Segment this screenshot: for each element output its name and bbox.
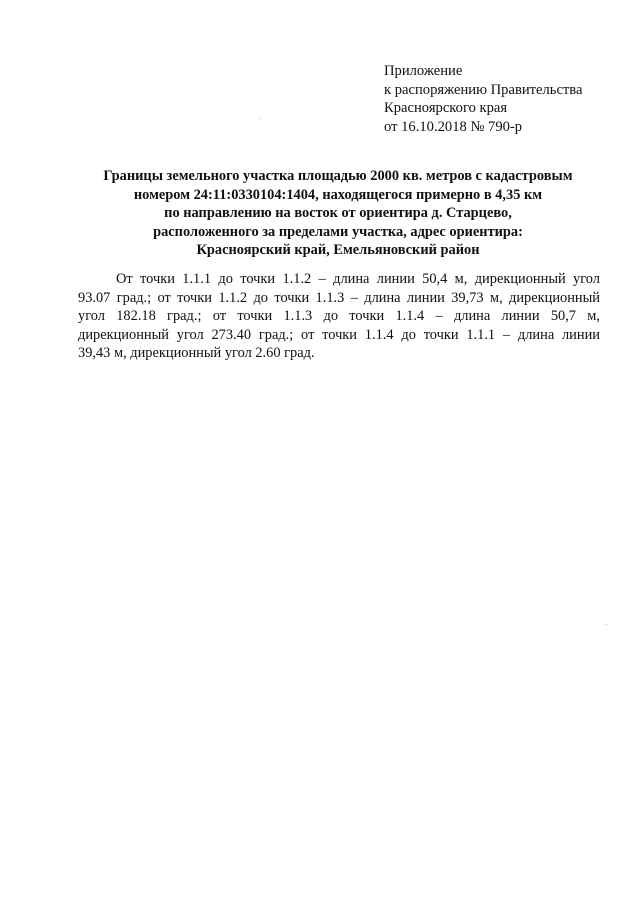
- title-line: расположенного за пределами участка, адрес ориентира:: [153, 223, 523, 240]
- title-line: Красноярский край, Емельяновский район: [196, 242, 480, 259]
- paragraph-line: 93.07 град.; от точки 1.1.2 до точки 1.1.3 – длина линии 39,73 м, дирекционный: [78, 289, 600, 306]
- boundary-description-paragraph: [78, 270, 600, 363]
- title-line: Границы земельного участка площадью 2000 кв. метров с кадастровым: [103, 168, 573, 184]
- appendix-header: [384, 62, 624, 136]
- appendix-line: к распоряжению Правительства: [384, 81, 583, 98]
- paragraph-line: 39,43 м, дирекционный угол 2.60 град.: [78, 345, 315, 361]
- paragraph-line: угол 182.18 град.; от точки 1.1.3 до точки 1.1.4 – длина линии 50,7 м,: [78, 308, 600, 324]
- scan-speck: [606, 624, 607, 625]
- paragraph-line: дирекционный угол 273.40 град.; от точки 1.1.4 до точки 1.1.1 – длина линии: [78, 326, 600, 343]
- title-line: по направлению на восток от ориентира д. Старцево,: [164, 205, 512, 222]
- paragraph-line: От точки 1.1.1 до точки 1.1.2 – длина линии 50,4 м, дирекционный угол: [116, 271, 600, 287]
- appendix-line: Красноярского края: [384, 100, 508, 116]
- title-line: номером 24:11:0330104:1404, находящегося примерно в 4,35 км: [133, 186, 543, 203]
- scan-speck: [260, 118, 261, 119]
- appendix-line: Приложение: [384, 63, 463, 79]
- document-title: [60, 167, 616, 260]
- appendix-line: от 16.10.2018 № 790-р: [384, 118, 523, 135]
